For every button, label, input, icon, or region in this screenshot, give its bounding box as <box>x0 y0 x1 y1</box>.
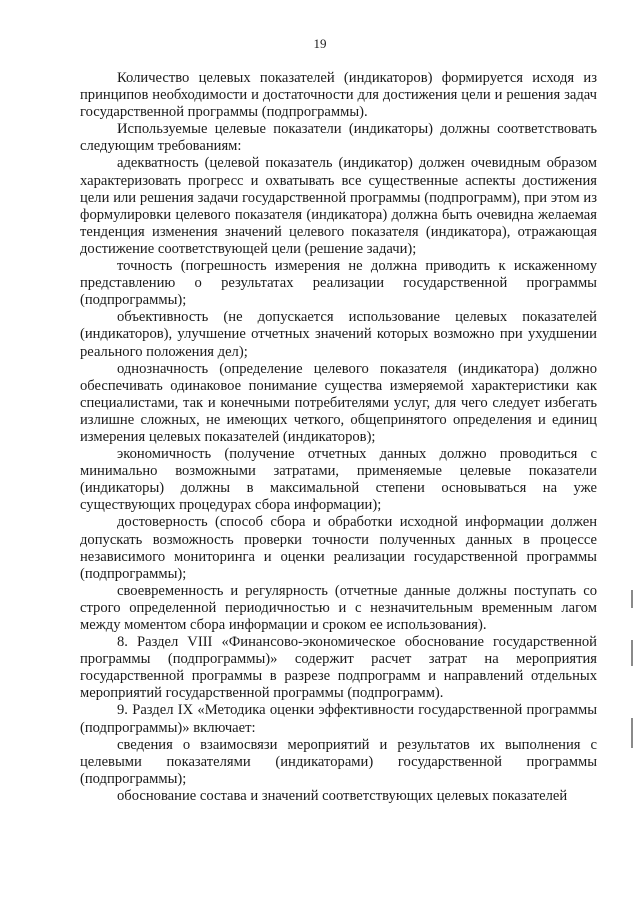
scan-edge-mark <box>631 640 633 666</box>
paragraph-objectivity: объективность (не допускается использование целевых показателей (индикаторов), улучшение отчетных значений которых возможно при ухудшении реального положения дел); <box>80 309 597 360</box>
scan-edge-mark <box>631 718 633 748</box>
paragraph-interrelation: сведения о взаимосвязи мероприятий и результатов их выполнения с целевыми показателями (индикаторами) государственной программы (подпрограммы); <box>80 736 597 787</box>
paragraph-requirements-intro: Используемые целевые показатели (индикаторы) должны соответствовать следующим требованиям: <box>80 121 597 155</box>
document-body <box>80 70 597 805</box>
paragraph-reliability: достоверность (способ сбора и обработки исходной информации должен допускать возможность проверки точности полученных данных в процессе независимого мониторинга и оценки реализации государственной программы (подпрограммы); <box>80 514 597 582</box>
paragraph-unambiguity: однозначность (определение целевого показателя (индикатора) должно обеспечивать одинаковое понимание существа измеряемой характеристики как специалистами, так и конечными потребителями услуг, для чего следует избегать излишне сложных, не имеющих четкого, общепринятого определения и единиц измерения целевых показателей (индикаторов); <box>80 360 597 445</box>
paragraph-section-9: 9. Раздел IX «Методика оценки эффективности государственной программы (подпрограммы)» включает: <box>80 702 597 736</box>
paragraph-justification: обоснование состава и значений соответствующих целевых показателей <box>117 787 568 804</box>
scan-edge-mark <box>631 590 633 608</box>
paragraph-economy: экономичность (получение отчетных данных должно проводиться с минимально возможными затратами, применяемые целевые показатели (индикаторы) должны в максимальной степени основываться на уже существующих процедурах сбора информации); <box>80 446 597 514</box>
page-number: 19 <box>313 36 327 51</box>
paragraph-indicator-count: Количество целевых показателей (индикаторов) формируется исходя из принципов необходимости и достаточности для достижения цели и решения задач государственной программы (подпрограммы). <box>80 70 597 121</box>
paragraph-adequacy: адекватность (целевой показатель (индикатор) должен очевидным образом характеризовать прогресс и охватывать все существенные аспекты достижения цели или решения задачи государственной программы (подпрограмм), при этом из формулировки целевого показателя (индикатора) должна быть очевидна желаемая тенденция изменения значений целевого показателя (индикатора), отражающая достижение соответствующей цели (решение задачи); <box>80 155 597 257</box>
paragraph-timeliness: своевременность и регулярность (отчетные данные должны поступать со строго определенной периодичностью и с незначительным временным лагом между моментом сбора информации и сроком ее использования). <box>80 582 597 633</box>
paragraph-accuracy: точность (погрешность измерения не должна приводить к искаженному представлению о результатах реализации государственной программы (подпрограммы); <box>80 258 597 309</box>
paragraph-section-8: 8. Раздел VIII «Финансово-экономическое обоснование государственной программы (подпрограммы)» содержит расчет затрат на мероприятия государственной программы в разрезе подпрограмм и направлений отдельных мероприятий государственной программы (подпрограмм). <box>80 634 597 702</box>
